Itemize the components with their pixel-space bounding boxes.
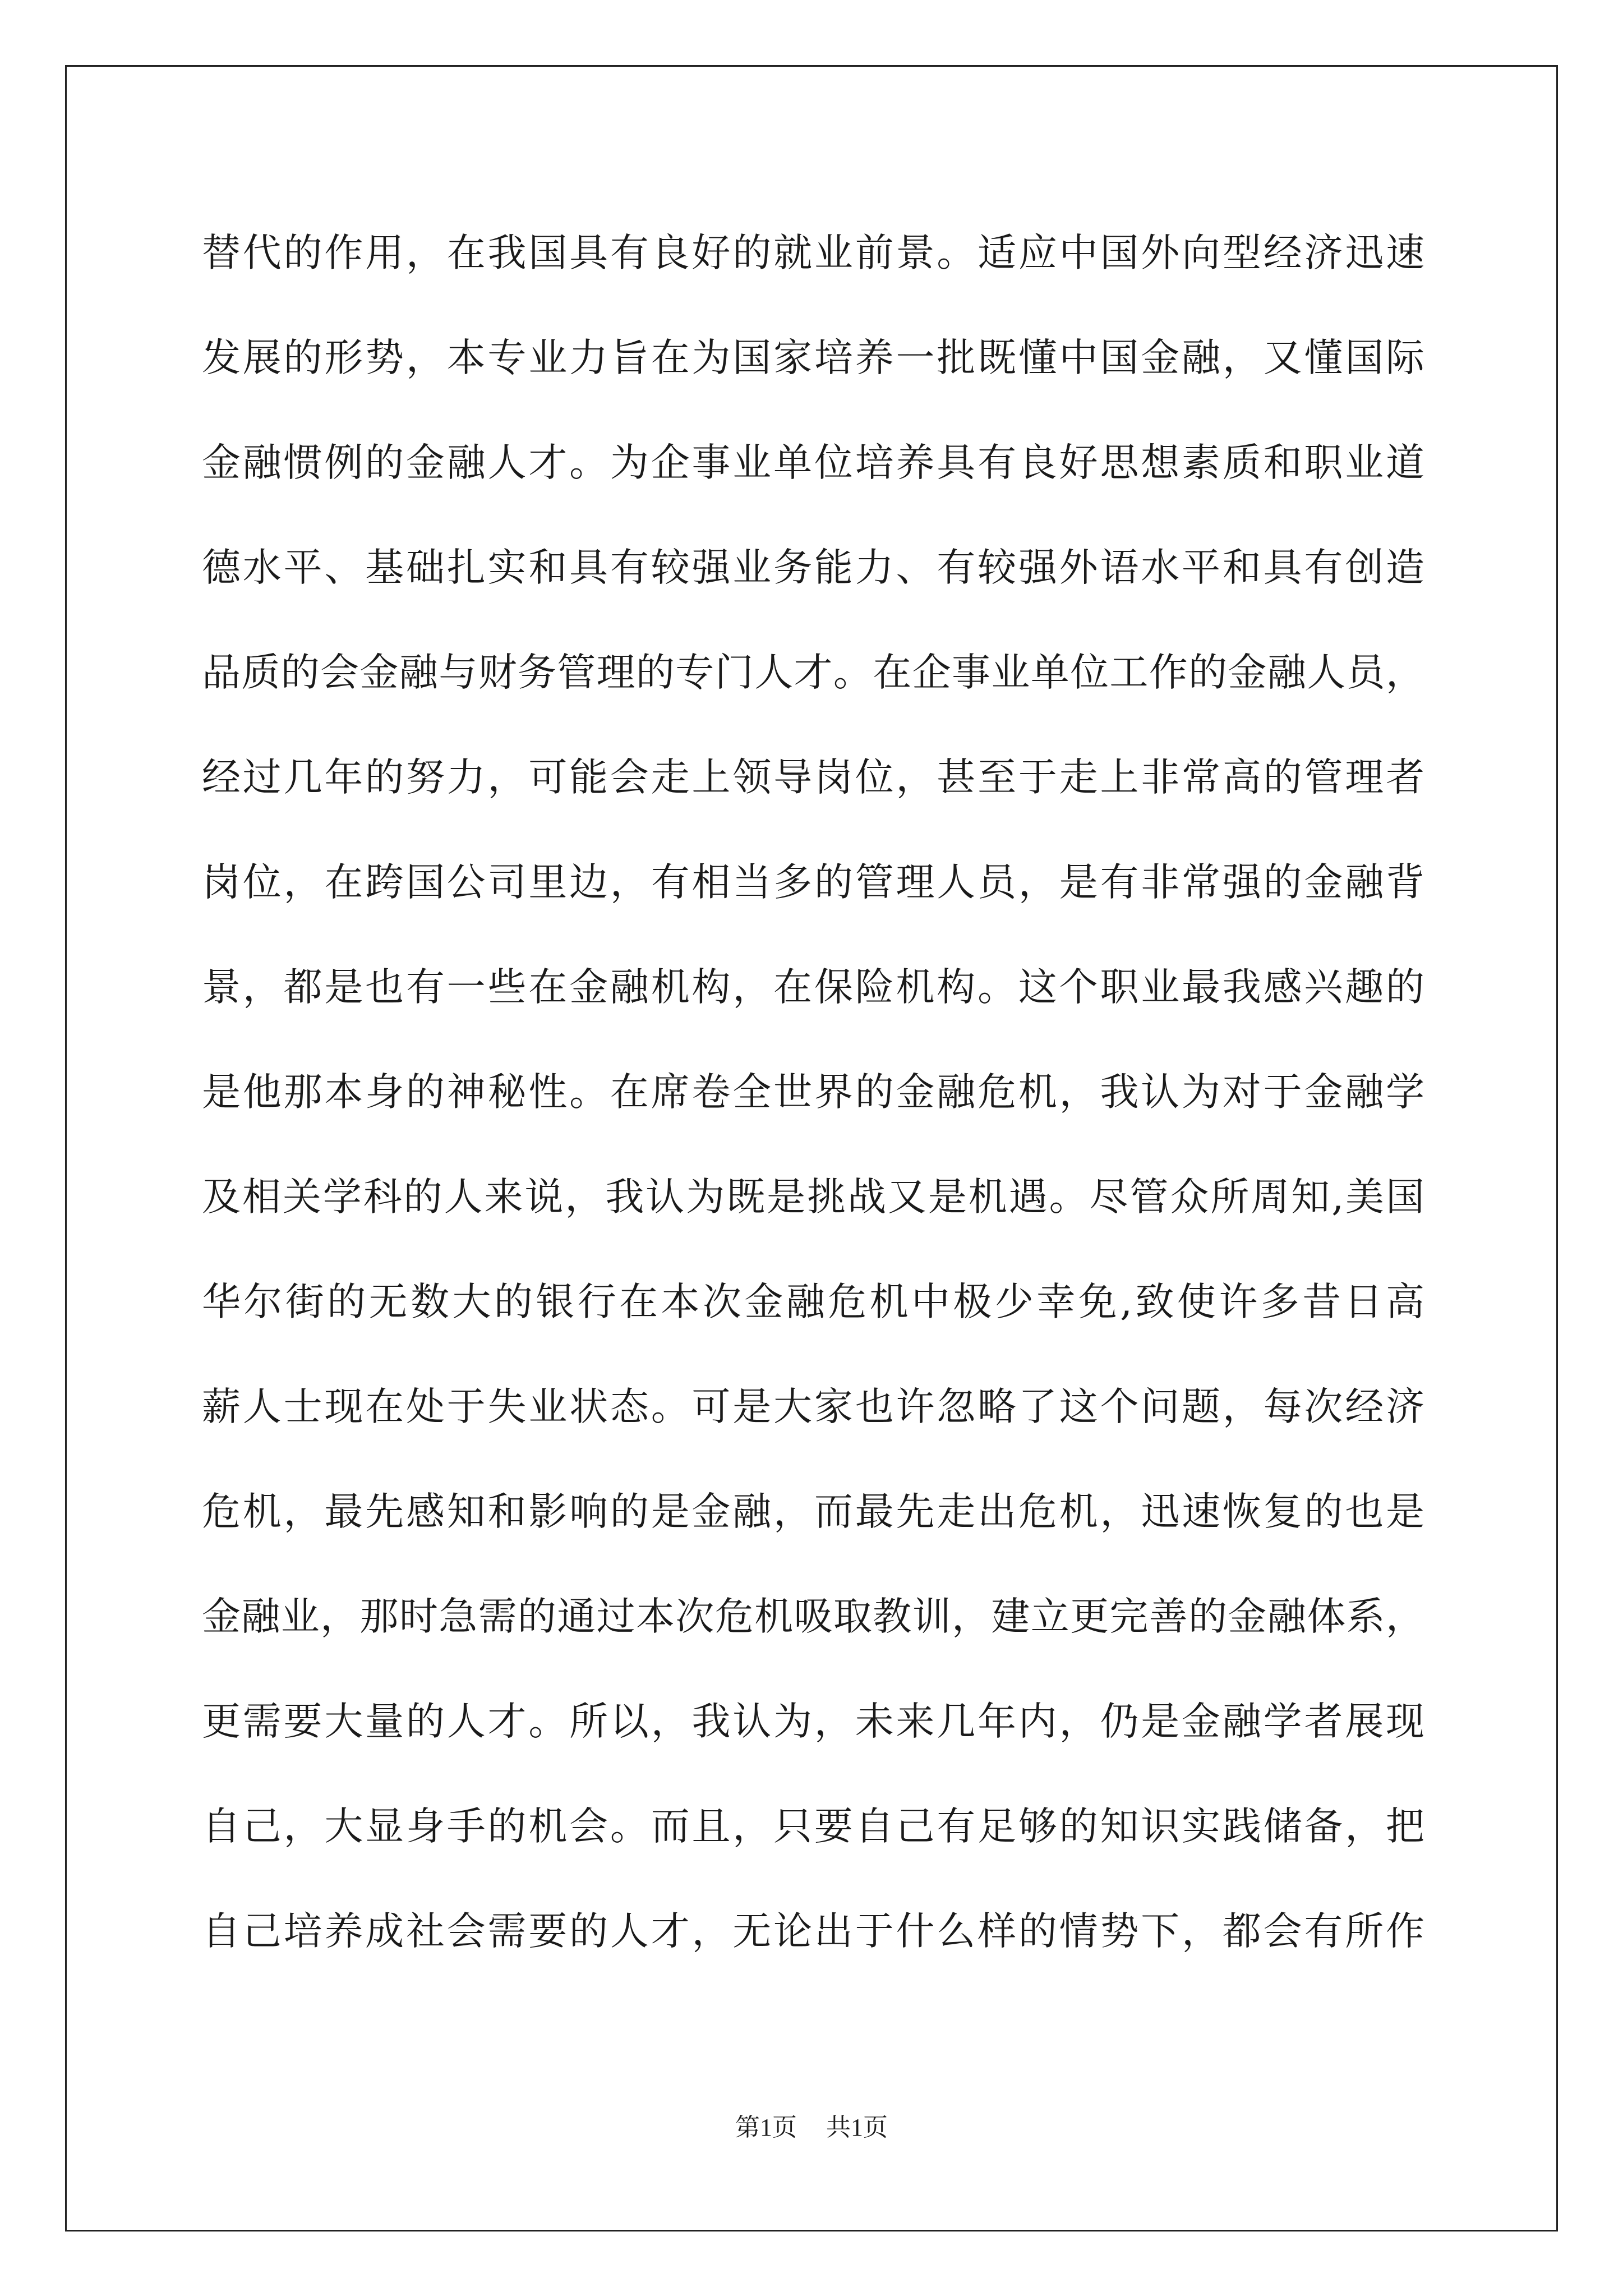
text-line-14: 金融业，那时急需的通过本次危机吸取教训，建立更完善的金融体系， xyxy=(202,1594,1424,1639)
page-total: 共1页 xyxy=(826,2114,888,2141)
text-line-4: 德水平、基础扎实和具有较强业务能力、有较强外语水平和具有创造 xyxy=(202,545,1424,590)
text-line-7: 岗位，在跨国公司里边，有相当多的管理人员，是有非常强的金融背 xyxy=(202,860,1424,905)
page-number: 第1页 xyxy=(735,2114,797,2141)
text-line-10: 及相关学科的人来说，我认为既是挑战又是机遇。尽管众所周知,美国 xyxy=(202,1175,1424,1220)
text-line-6: 经过几年的努力，可能会走上领导岗位，甚至于走上非常高的管理者 xyxy=(202,755,1424,800)
text-line-1: 替代的作用，在我国具有良好的就业前景。适应中国外向型经济迅速 xyxy=(202,231,1424,275)
text-line-17: 自己培养成社会需要的人才，无论出于什么样的情势下，都会有所作 xyxy=(202,1909,1424,1954)
text-line-9: 是他那本身的神秘性。在席卷全世界的金融危机，我认为对于金融学 xyxy=(202,1070,1424,1115)
text-line-15: 更需要大量的人才。所以，我认为，未来几年内，仍是金融学者展现 xyxy=(202,1699,1424,1744)
text-line-13: 危机，最先感知和影响的是金融，而最先走出危机，迅速恢复的也是 xyxy=(202,1489,1424,1534)
text-line-12: 薪人士现在处于失业状态。可是大家也许忽略了这个问题，每次经济 xyxy=(202,1384,1424,1429)
text-line-3: 金融惯例的金融人才。为企事业单位培养具有良好思想素质和职业道 xyxy=(202,440,1424,485)
text-line-8: 景，都是也有一些在金融机构，在保险机构。这个职业最我感兴趣的 xyxy=(202,965,1424,1010)
text-line-5: 品质的会金融与财务管理的专门人才。在企事业单位工作的金融人员， xyxy=(202,650,1424,695)
page-footer xyxy=(0,2111,1623,2145)
text-line-11: 华尔街的无数大的银行在本次金融危机中极少幸免,致使许多昔日高 xyxy=(202,1280,1424,1324)
text-line-16: 自己，大显身手的机会。而且，只要自己有足够的知识实践储备，把 xyxy=(202,1804,1424,1849)
text-line-2: 发展的形势，本专业力旨在为国家培养一批既懂中国金融，又懂国际 xyxy=(202,335,1424,380)
body-paragraph xyxy=(202,201,1424,1984)
